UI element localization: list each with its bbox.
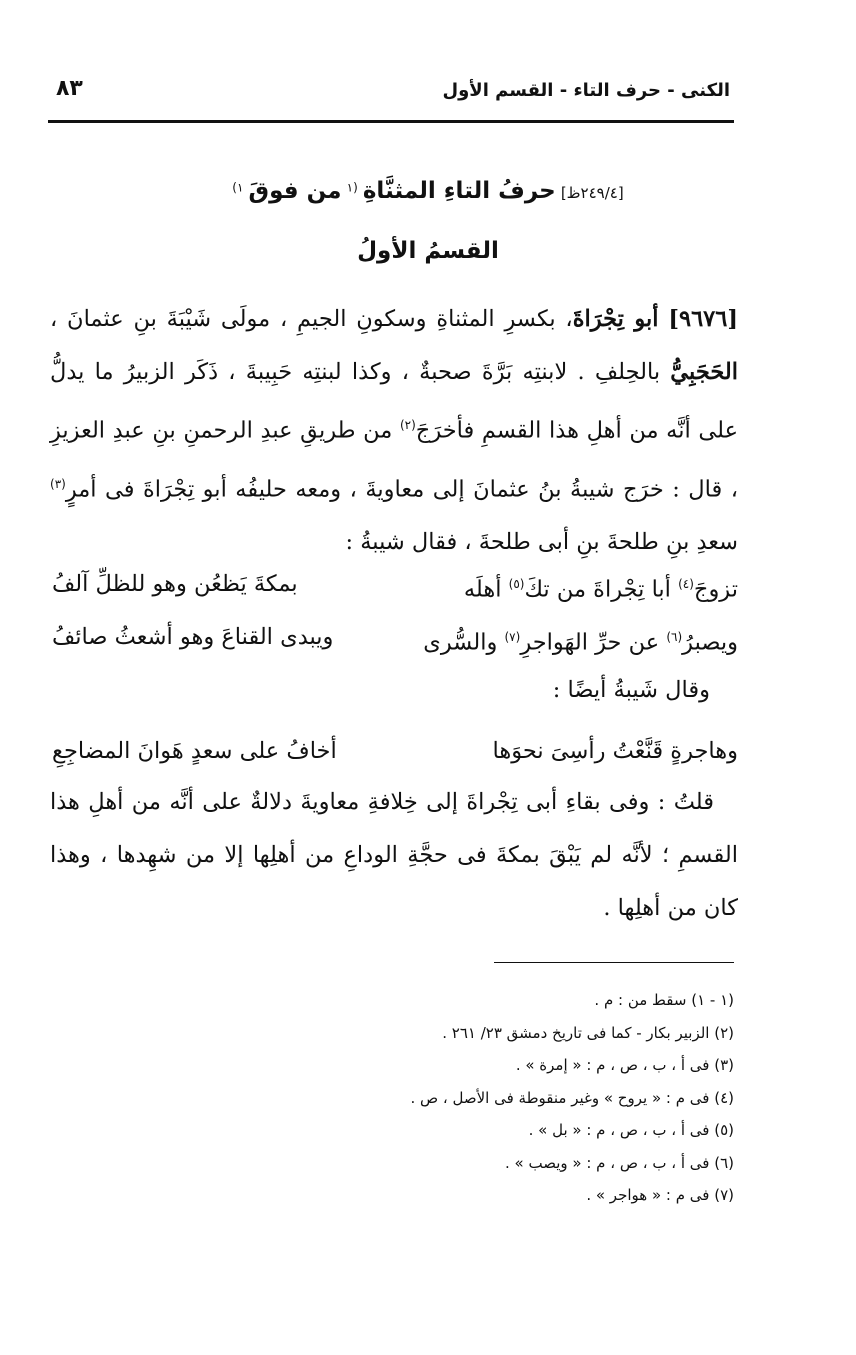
- entry-text: بالحِلفِ . لابنتِه بَرَّةَ صحبةٌ ، وكذا لبنتِه حَبِيبةَ ، ذَكَر الزبيرُ ما يدلُّ على أنَّه من أهلِ هذا القسمِ فأخرَجَ: [50, 359, 739, 444]
- header-rule: [48, 120, 734, 123]
- footnote: (٧) فى م : « هواجر » .: [586, 1186, 734, 1204]
- footnote-marker: (٢): [399, 418, 416, 432]
- verse-line: [52, 611, 738, 664]
- section-heading: [140, 178, 716, 204]
- entry-nisba: الحَجَبِيُّ: [670, 359, 738, 385]
- entry-number: [٩٦٧٦]: [668, 306, 738, 332]
- footnote-marker: (٣): [50, 476, 66, 491]
- page-number: ٨٣: [56, 76, 83, 101]
- entry-text: من طريقِ عبدِ الرحمنِ بنِ عبدِ العزيزِ ، قال : خرَج شيبةُ بنُ عثمانَ إلى معاويةَ ، ومعه حليفُه أبو تِجْرَاةَ فى أمرٍ: [50, 417, 738, 502]
- footnote: (٦) فى أ ، ب ، ص ، م : « ويصب » .: [505, 1153, 734, 1172]
- entry-text: ، بكسرِ المثناةِ وسكونِ الجيمِ ، مولَى شَيْبَةَ بنِ عثمانَ ،: [50, 306, 573, 332]
- verse-hemistich-left: أخافُ على سعدٍ هَوانَ المضاجِعِ: [52, 738, 337, 764]
- footnote: (٣) فى أ ، ب ، ص ، م : « إمرة » .: [515, 1056, 734, 1074]
- footnote-marker: (٤): [678, 577, 694, 591]
- verse-line: [52, 725, 738, 778]
- footnote-marker: (٧): [504, 630, 521, 644]
- footnote-marker: (١: [346, 180, 358, 195]
- part-title: القسمُ الأولُ: [357, 238, 499, 264]
- entry-name: أبو تِجْرَاةَ: [572, 306, 659, 332]
- footnote: (٥) فى أ ، ب ، ص ، م : « بل » .: [528, 1121, 734, 1139]
- footnote-marker: (٦): [666, 630, 683, 644]
- footnote-marker: ١): [232, 180, 244, 195]
- commentary-paragraph: قلتُ : وفى بقاءِ أبى تِجْراةَ إلى خِلافةِ معاويةَ دلالةٌ على أنَّه من أهلِ هذا القسمِ ؛ لأنَّه لم يَبْقَ بمكةَ فى حجَّةِ الوداعِ من أهلِها إلا من شهِدها ، وهذا كان من أهلِها .: [50, 789, 738, 921]
- section-title: حرفُ التاءِ المثنَّاةِ: [362, 178, 556, 204]
- verse-hemistich-right: ويصبرُ$^{(٦)}$ عن حرِّ الهَواجرِ$^{(٧)}$ والسُّرى: [423, 629, 738, 656]
- verse-hemistich-left: ويبدى القناعَ وهو أشعثُ صائفُ: [52, 624, 334, 650]
- section-title-end: من فوقَ: [248, 178, 342, 204]
- verse-intro: وقال شَيبةُ أيضًا :: [552, 677, 710, 703]
- folio-reference: [٢٤٩/٤ظ]: [560, 184, 624, 202]
- entry-text: سعدِ بنِ طلحةَ بنِ أبى طلحةَ ، فقال شيبةُ :: [345, 529, 738, 555]
- footnote: (٤) فى م : « يروح » وغير منقوطة فى الأصل ، ص .: [410, 1088, 734, 1107]
- footnote: (١ - ١) سقط من : م .: [594, 991, 734, 1009]
- verse-hemistich-right: تزوجَ$^{(٤)}$ أبا تِجْراةَ من تكَ$^{(٥)}$ أهلَه: [463, 576, 738, 603]
- entry-paragraph: [50, 293, 738, 569]
- running-title: الكنى - حرف التاء - القسم الأول: [442, 80, 730, 101]
- page-header: [48, 68, 734, 122]
- footnote-marker: (٥): [508, 577, 525, 591]
- verse-hemistich-left: بمكةَ يَظعُن وهو للظلِّ آلفُ: [52, 571, 298, 597]
- footnote-separator: [494, 962, 734, 963]
- footnote-list: [60, 984, 734, 1212]
- verse-hemistich-right: وهاجرةٍ قَنَّعْتُ رأسِىَ نحوَها: [492, 738, 738, 764]
- verse-line: [52, 558, 738, 611]
- footnote: (٢) الزبير بكار - كما فى تاريخ دمشق ٢٣/ ٢٦١ .: [442, 1023, 734, 1042]
